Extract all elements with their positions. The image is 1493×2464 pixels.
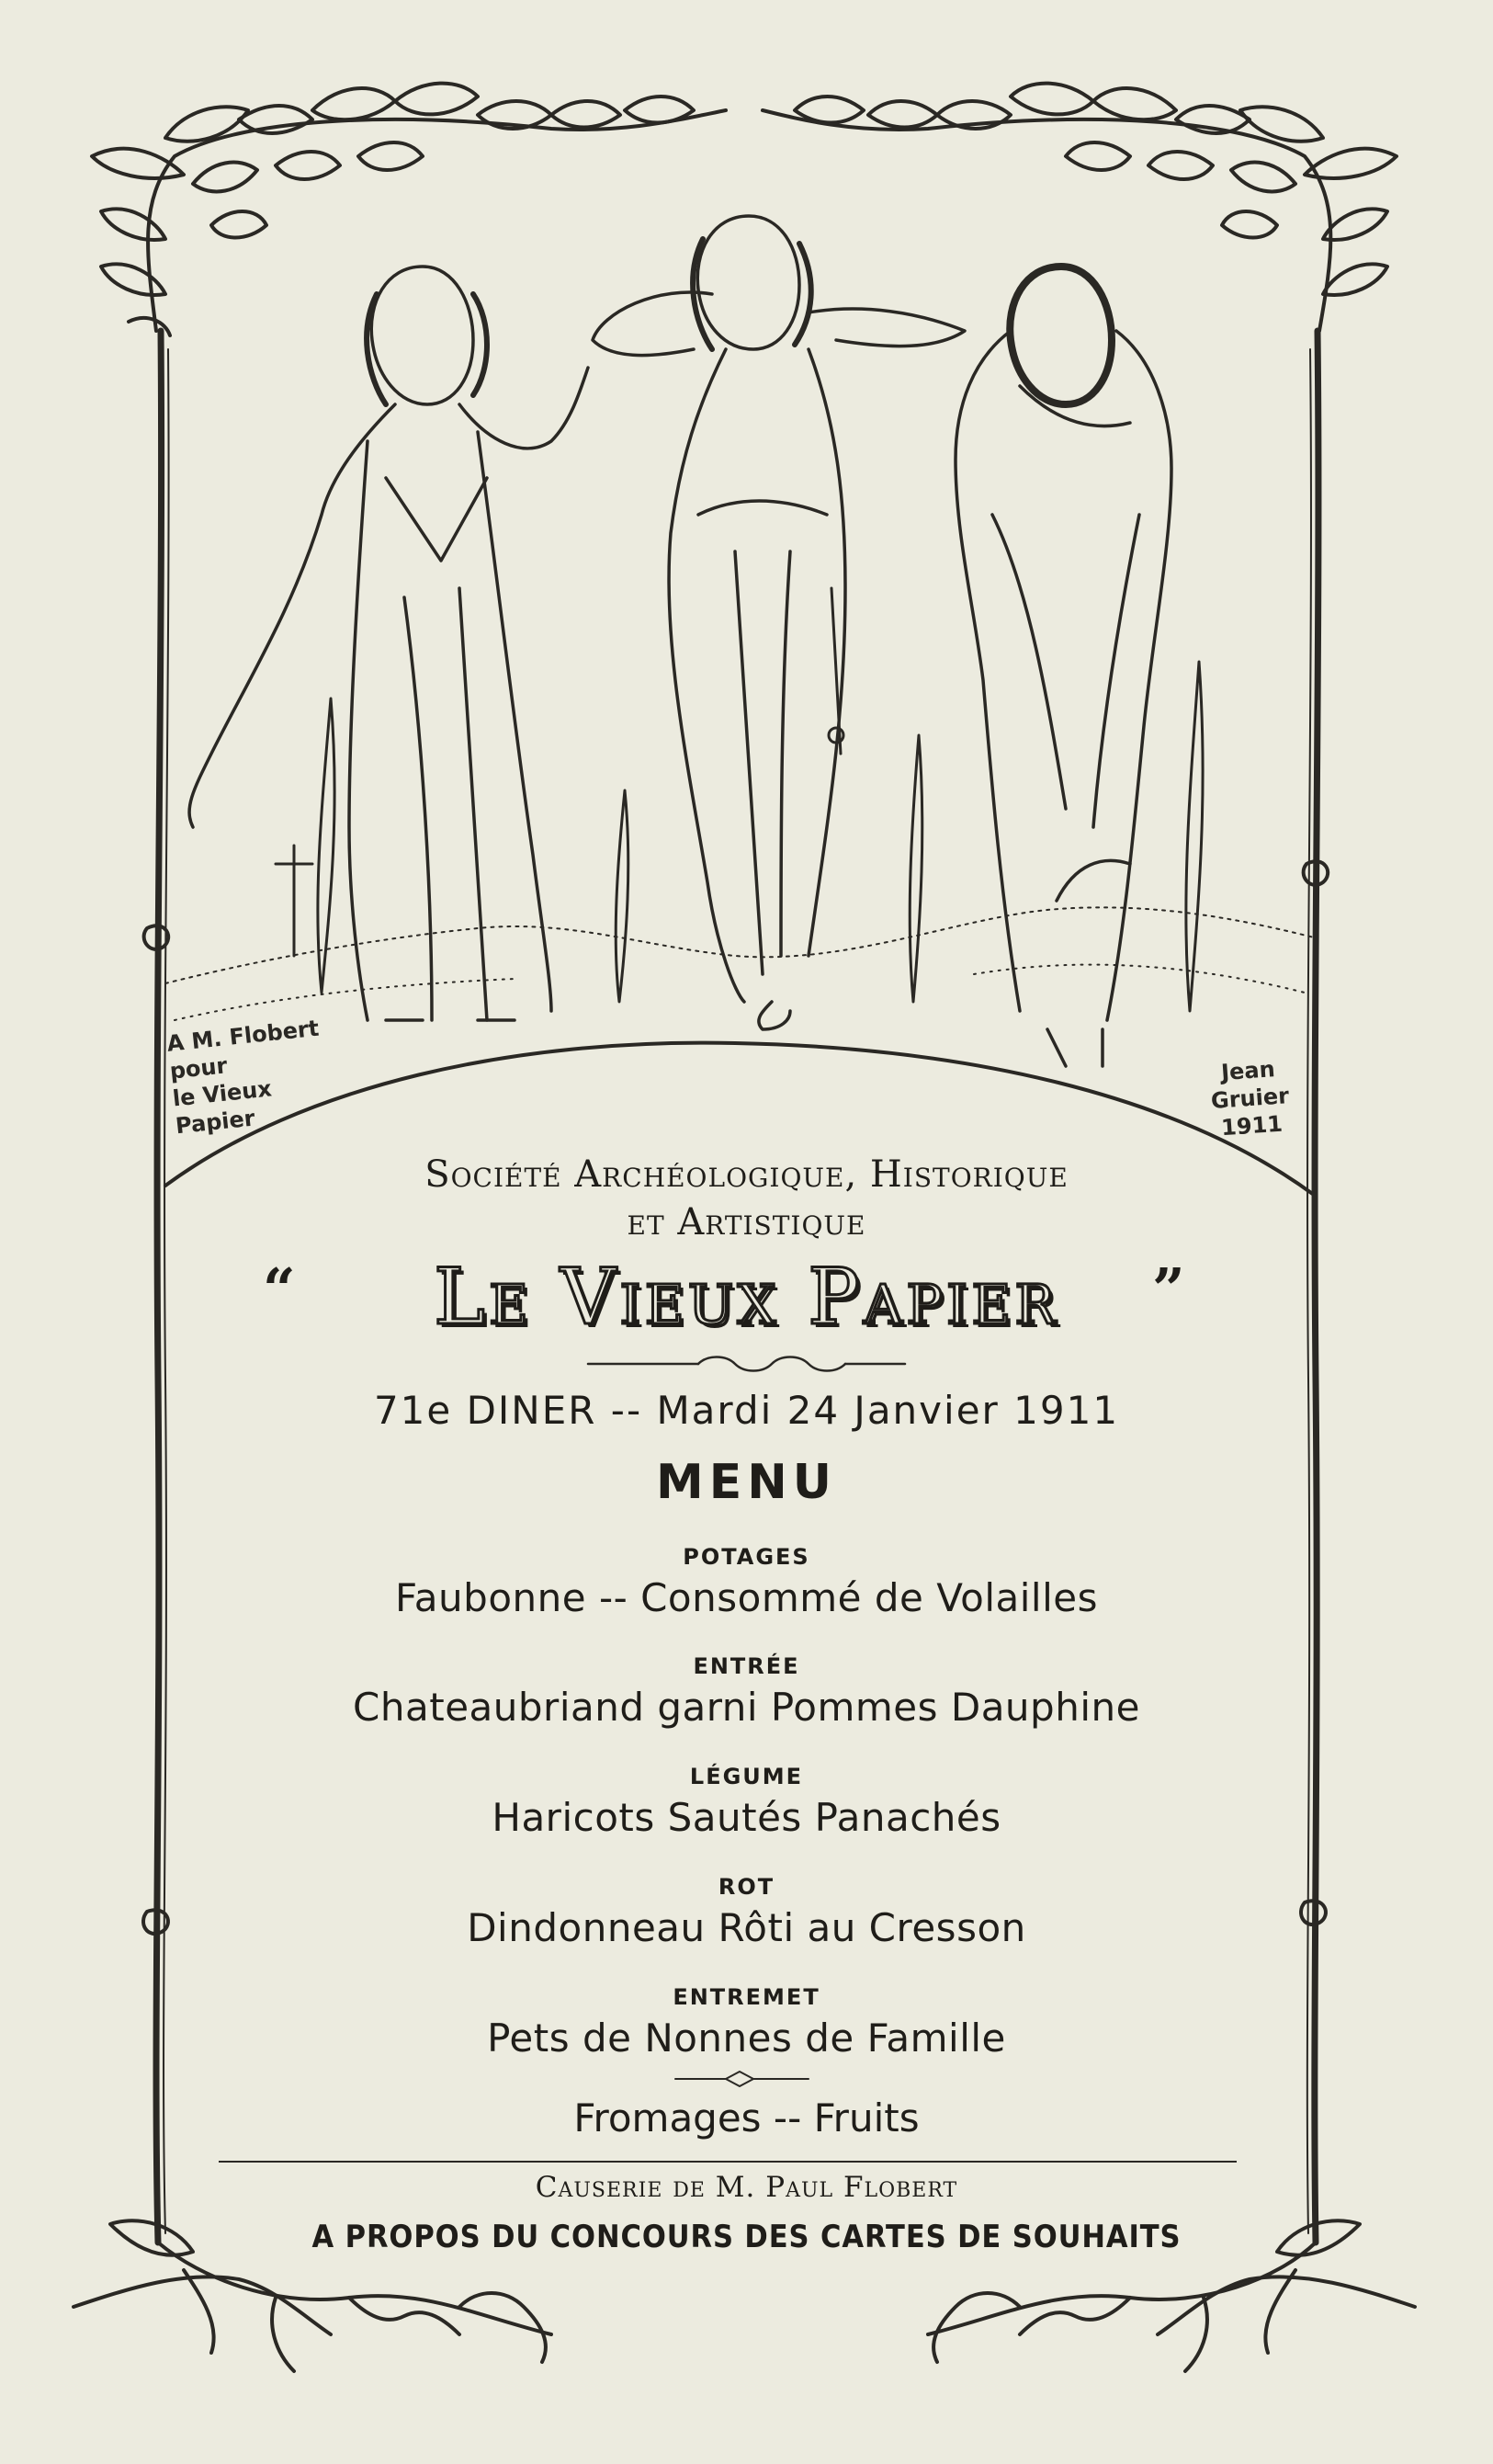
- laurel-right: [763, 84, 1397, 331]
- concours-line: A PROPOS DU CONCOURS DES CARTES DE SOUHAITS: [311, 2219, 1182, 2255]
- dinner-date-line: 71e DINER -- Mardi 24 Janvier 1911: [373, 1388, 1120, 1433]
- artist-signature: Jean Gruier 1911: [1210, 1056, 1290, 1141]
- open-quote: “: [263, 1255, 296, 1323]
- dish-rot: Dindonneau Rôti au Cresson: [467, 1905, 1026, 1950]
- course-label-potages: POTAGES: [683, 1544, 810, 1570]
- dish-potages: Faubonne -- Consommé de Volailles: [395, 1575, 1098, 1620]
- menu-heading: MENU: [655, 1455, 837, 1510]
- course-label-legume: LÉGUME: [689, 1764, 804, 1789]
- title-row: [0, 1252, 1493, 1342]
- horizontal-rule: [219, 2161, 1237, 2163]
- figure-left: [189, 267, 588, 1020]
- figure-right: [956, 267, 1171, 1066]
- society-heading: [0, 1151, 1493, 1246]
- page-title: Le Vieux Papier: [434, 1252, 1059, 1342]
- dedication-signature: A M. Flobert pour le Vieux Papier: [165, 1015, 321, 1140]
- cypress-tree: [318, 698, 334, 993]
- small-separator: [675, 2072, 809, 2086]
- close-quote: ”: [1152, 1255, 1185, 1323]
- dish-legume: Haricots Sautés Panachés: [492, 1795, 1001, 1840]
- causerie-line: Causerie de M. Paul Flobert: [535, 2171, 958, 2204]
- laurel-left: [92, 84, 726, 335]
- course-label-rot: ROT: [718, 1874, 775, 1900]
- dish-entree: Chateaubriand garni Pommes Dauphine: [353, 1685, 1140, 1730]
- dish-entremet: Pets de Nonnes de Famille: [487, 2015, 1006, 2061]
- course-label-entremet: ENTREMET: [673, 1984, 820, 2010]
- dish-cheese-fruit: Fromages -- Fruits: [573, 2095, 920, 2140]
- society-line-1: Société Archéologique, Historique: [424, 1153, 1069, 1196]
- course-label-entree: ENTRÉE: [693, 1653, 800, 1679]
- society-line-2: et Artistique: [627, 1201, 866, 1243]
- title-divider: [588, 1357, 905, 1371]
